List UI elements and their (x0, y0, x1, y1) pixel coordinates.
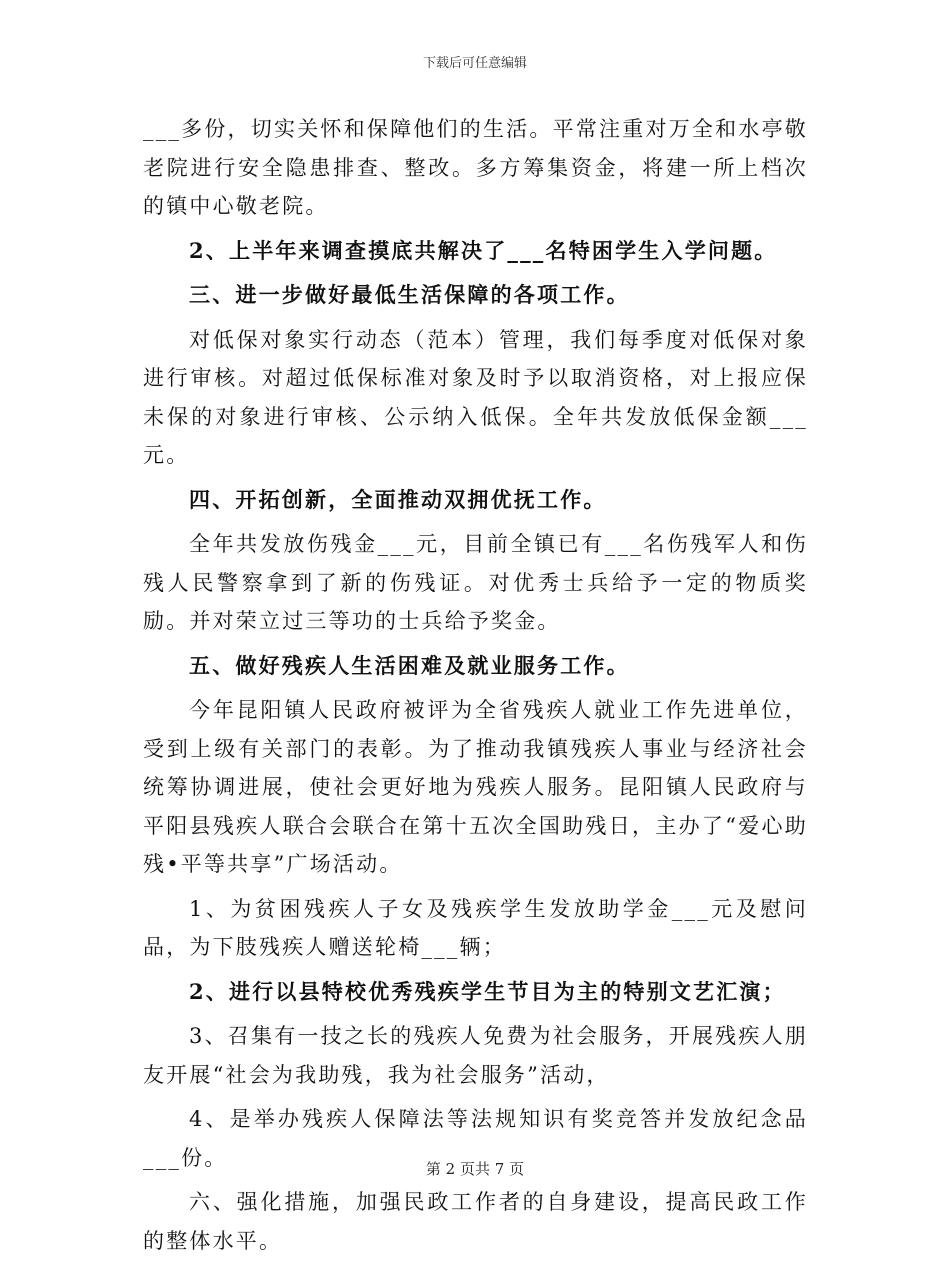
list-item-2: 2、进行以县特校优秀残疾学生节目为主的特别文艺汇演； (189, 978, 786, 1004)
list-item-3: 3、召集有一技之长的残疾人免费为社会服务，开展残疾人朋友开展“社会为我助残，我为社会服务”活动， (143, 1024, 808, 1087)
section-heading-6: 六、强化措施，加强民政工作者的自身建设，提高民政工作的整体水平。 (143, 1190, 808, 1253)
paragraph-disability-pension: 全年共发放伤残金___元，目前全镇已有___名伤残军人和伤残人民警察拿到了新的伤残证。对优秀士兵给予一定的物质奖励。并对荣立过三等功的士兵给予奖金。 (143, 532, 808, 633)
document-body (143, 110, 808, 1266)
paragraph-item-2: 2、上半年来调查摸底共解决了___名特困学生入学问题。 (189, 237, 778, 263)
paragraph-low-income: 对低保对象实行动态（范本）管理，我们每季度对低保对象进行审核。对超过低保标准对象及时予以取消资格，对上报应保未保的对象进行审核、公示纳入低保。全年共发放低保金额___元。 (143, 327, 808, 467)
list-item-4: 4、是举办残疾人保障法等法规知识有奖竞答并发放纪念品___份。 (143, 1107, 808, 1170)
paragraph-disabled-employment: 今年昆阳镇人民政府被评为全省残疾人就业工作先进单位，受到上级有关部门的表彰。为了推动我镇残疾人事业与经济社会统筹协调进展，使社会更好地为残疾人服务。昆阳镇人民政府与平阳县残疾人联合会联合在第十五次全国助残日，主办了“爱心助残•平等共享”广场活动。 (143, 698, 808, 876)
page-number: 第 2 页共 7 页 (425, 1160, 525, 1178)
paragraph-continuation: ___多份，切实关怀和保障他们的生活。平常注重对万全和水亭敬老院进行安全隐患排查、整改。多方筹集资金，将建一所上档次的镇中心敬老院。 (143, 117, 808, 218)
page-header: 下载后可任意编辑 (422, 56, 527, 71)
section-heading-3: 三、进一步做好最低生活保障的各项工作。 (189, 282, 630, 307)
section-heading-4: 四、开拓创新，全面推动双拥优抚工作。 (189, 486, 607, 512)
list-item-1: 1、为贫困残疾人子女及残疾学生发放助学金___元及慰问品，为下肢残疾人赠送轮椅___辆； (143, 896, 808, 959)
section-heading-5: 五、做好残疾人生活困难及就业服务工作。 (189, 652, 630, 678)
